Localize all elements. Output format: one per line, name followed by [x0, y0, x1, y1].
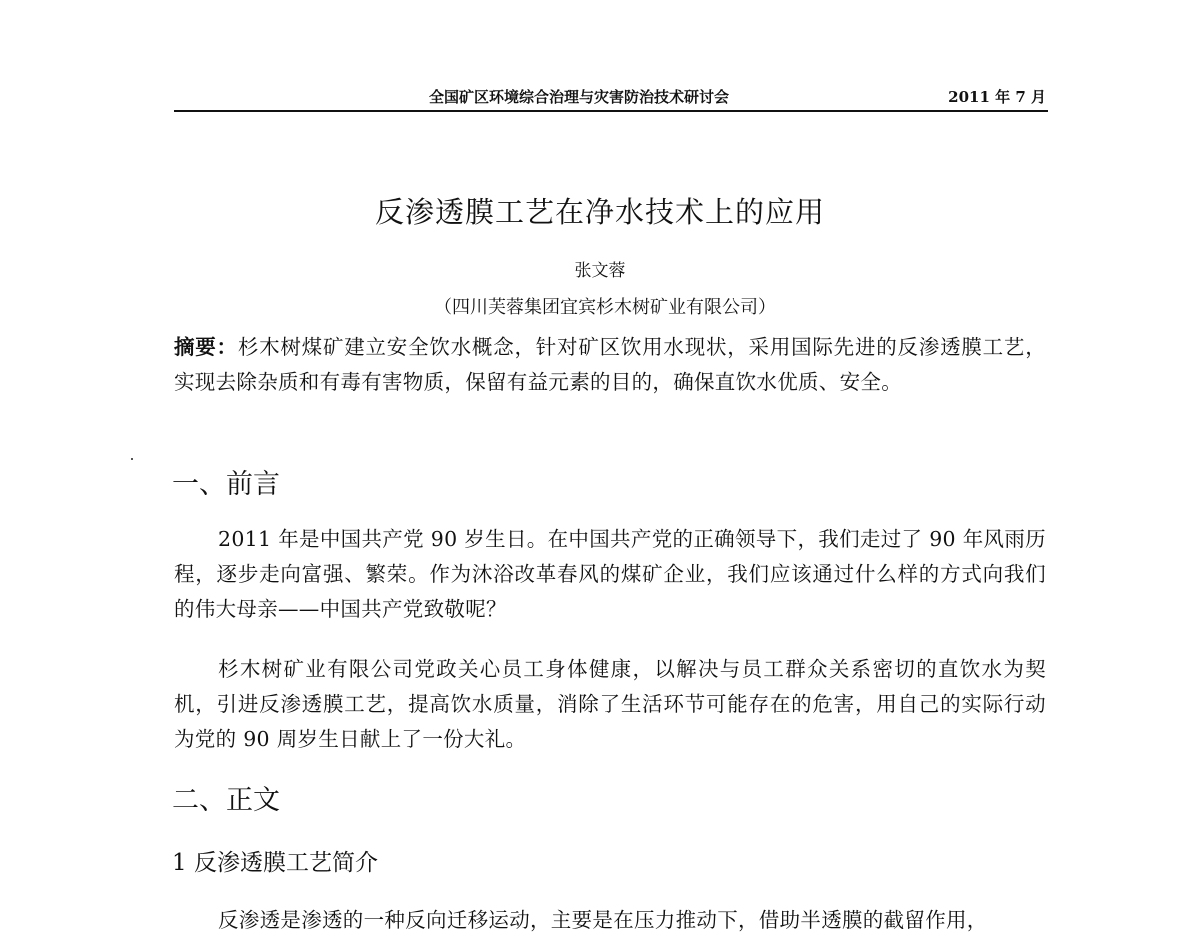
intro-paragraph-2: 杉木树矿业有限公司党政关心员工身体健康，以解决与员工群众关系密切的直饮水为契机，引进反渗透膜工艺，提高饮水质量，消除了生活环节可能存在的危害，用自己的实际行动为党的 90 周岁生日献上了一份大礼。	[174, 657, 1046, 751]
section-heading-main: 二、正文	[172, 785, 280, 816]
header-date: 2011 年 7 月	[948, 88, 1046, 106]
article-author: 张文蓉	[574, 261, 626, 281]
abstract	[174, 330, 1046, 400]
section-heading-intro: 一、前言	[172, 469, 280, 500]
intro-paragraph-1: 2011 年是中国共产党 90 岁生日。在中国共产党的正确领导下，我们走过了 90 年风雨历程，逐步走向富强、繁荣。作为沐浴改革春风的煤矿企业，我们应该通过什么样的方式向我们的伟大母亲——中国共产党致敬呢？	[174, 527, 1046, 621]
abstract-text: 杉木树煤矿建立安全饮水概念，针对矿区饮用水现状，采用国际先进的反渗透膜工艺，实现去除杂质和有毒有害物质，保留有益元素的目的，确保直饮水优质、安全。	[174, 335, 1046, 394]
article-title: 反渗透膜工艺在净水技术上的应用	[374, 195, 825, 229]
author-affiliation: （四川芙蓉集团宜宾杉木树矿业有限公司）	[434, 297, 776, 318]
abstract-label: 摘要：	[174, 335, 238, 359]
subsection-heading-ro-intro: 1 反渗透膜工艺简介	[172, 850, 378, 876]
conference-name: 全国矿区环境综合治理与灾害防治技术研讨会	[429, 88, 730, 106]
ro-intro-paragraph: 反渗透是渗透的一种反向迁移运动，主要是在压力推动下，借助半透膜的截留作用，	[218, 908, 988, 932]
running-header	[174, 86, 1048, 112]
scan-artifact	[131, 458, 133, 460]
